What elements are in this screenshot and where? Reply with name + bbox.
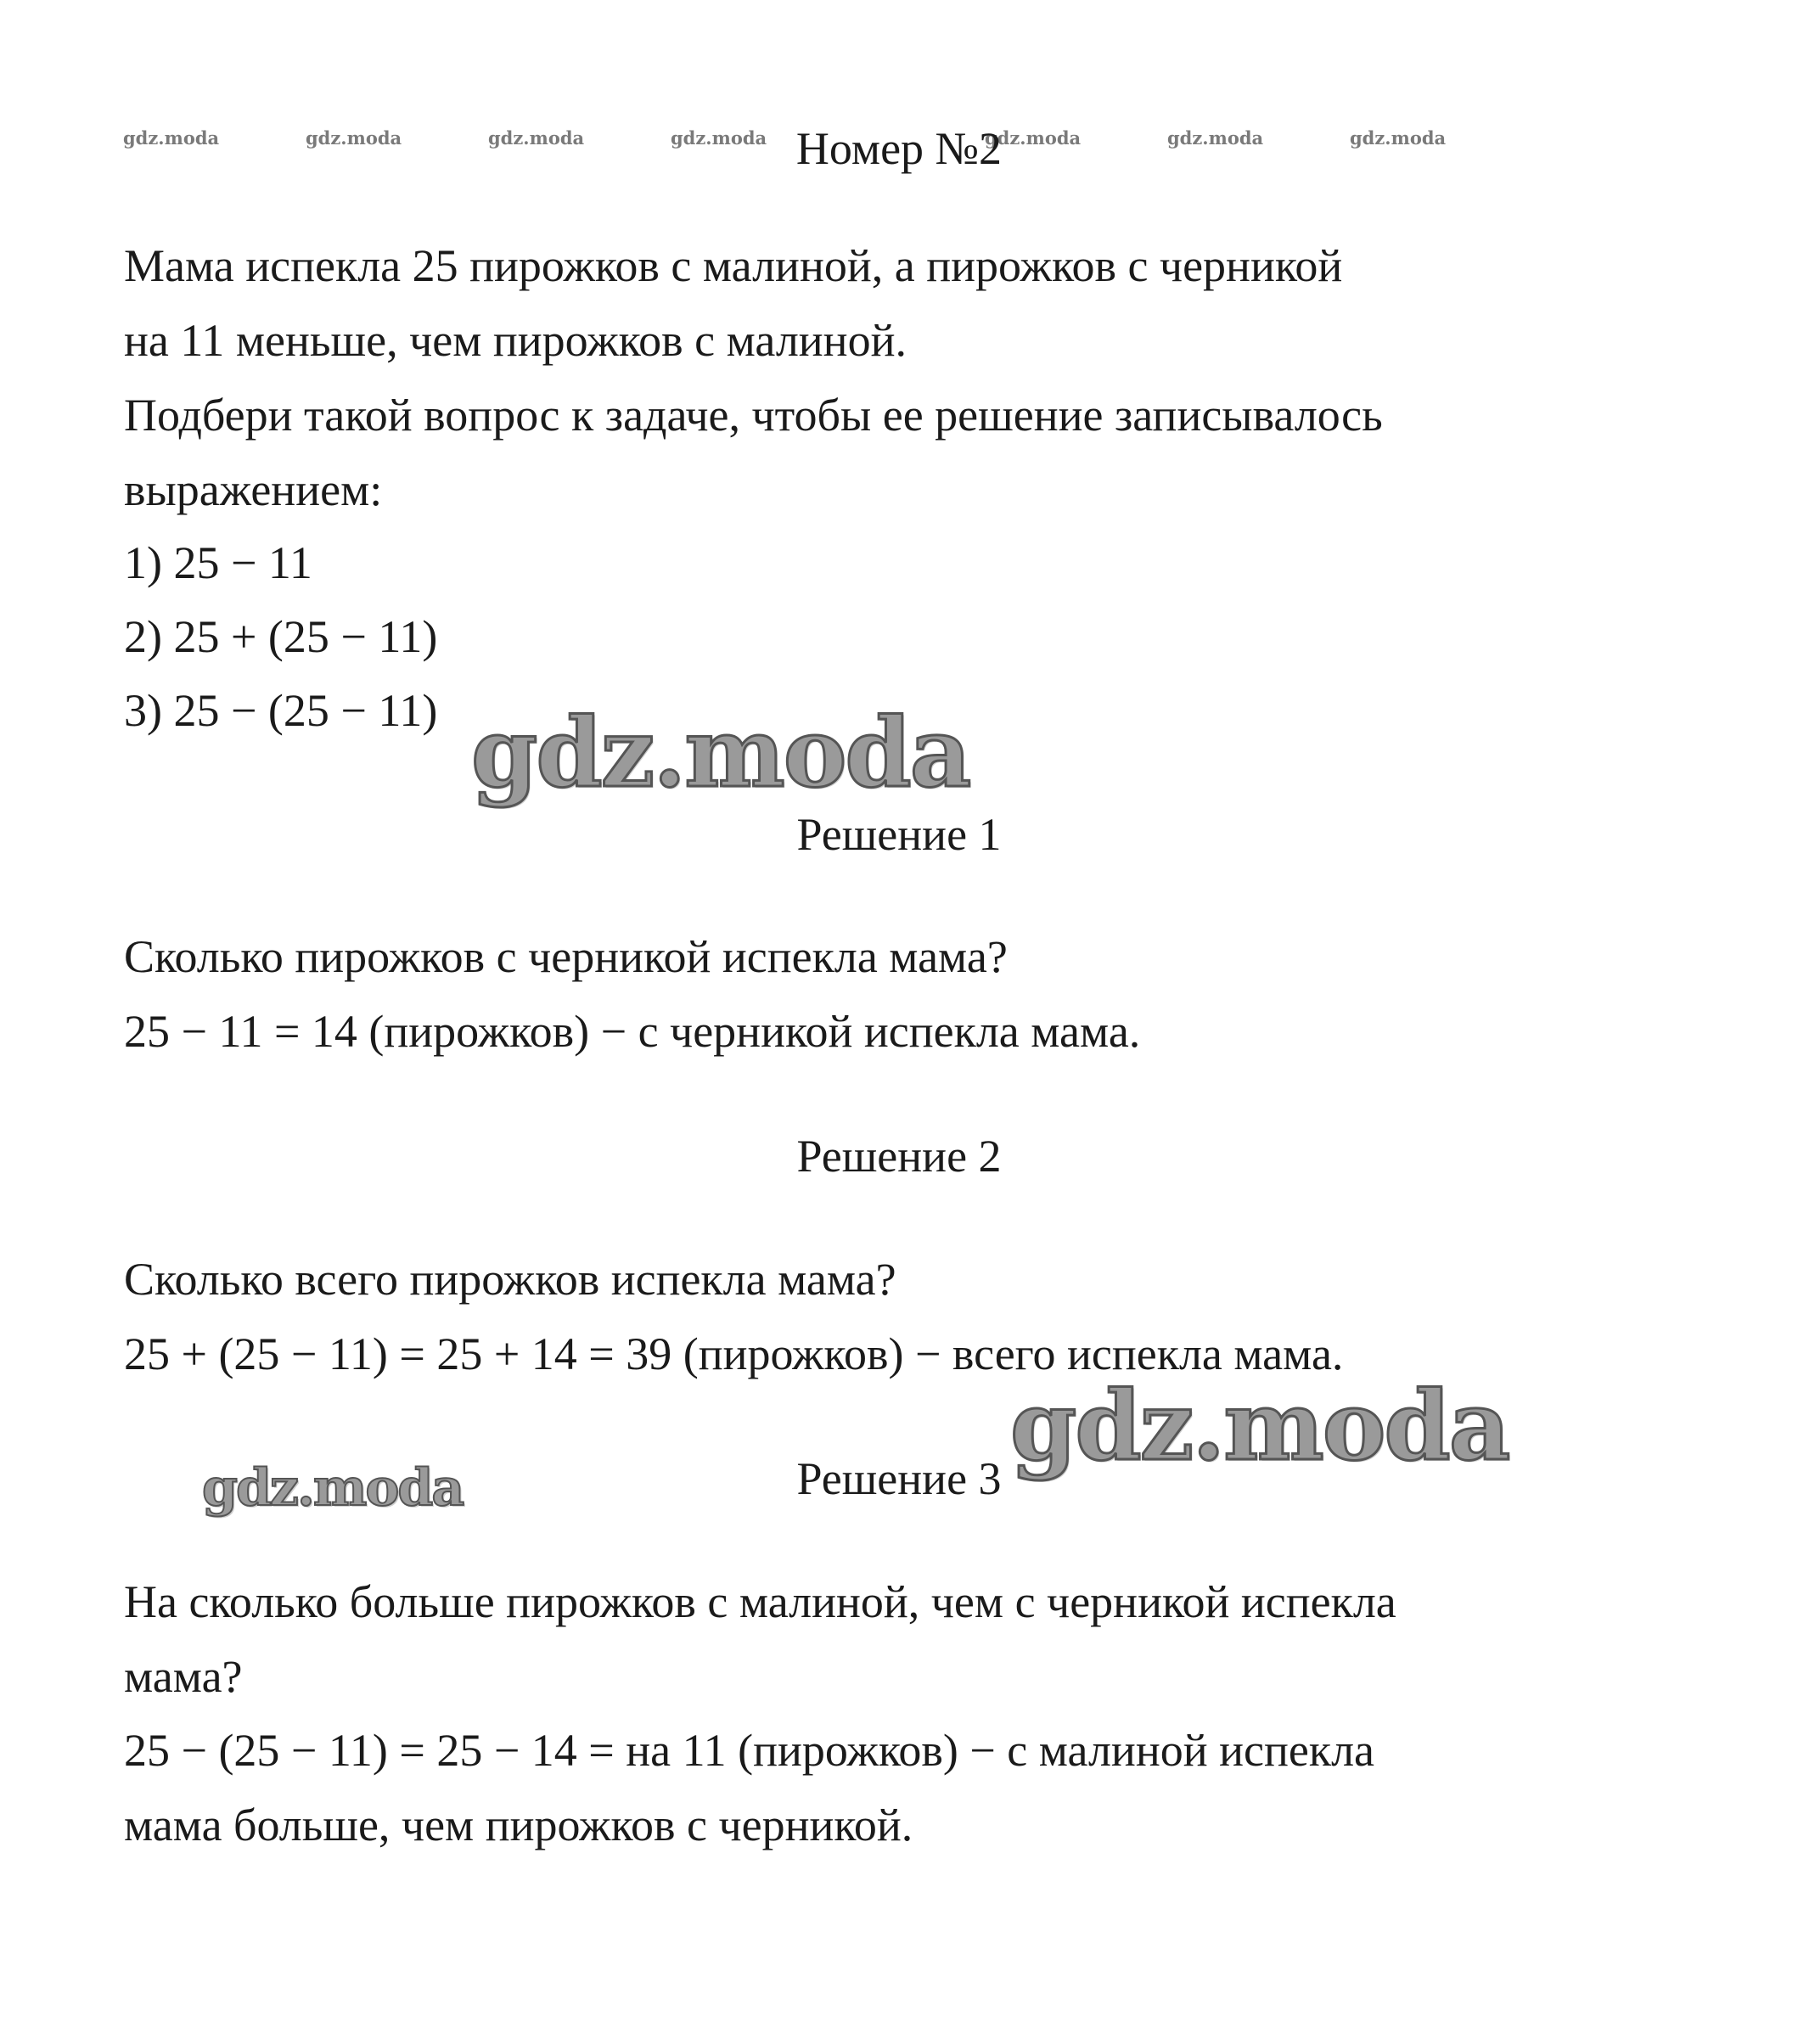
watermark-small: gdz.moda (1167, 127, 1264, 149)
solution-3-question: На сколько больше пирожков с малиной, чем с черникой испекла (124, 1576, 1396, 1627)
problem-line: Мама испекла 25 пирожков с малиной, а пирожков с черникой (124, 240, 1343, 291)
watermark-large: gdz.moda (471, 698, 970, 809)
watermark-small: gdz.moda (985, 127, 1082, 149)
solution-1-answer: 25 − 11 = 14 (пирожков) − с черникой испекла мама. (124, 1006, 1141, 1057)
expression-1: 1) 25 − 11 (124, 537, 312, 588)
solution-3-answer: мама больше, чем пирожков с черникой. (124, 1800, 913, 1850)
watermark-small: gdz.moda (671, 127, 767, 149)
solution-1-heading: Решение 1 (796, 809, 1002, 860)
watermark-small: gdz.moda (1350, 127, 1447, 149)
watermark-large: gdz.moda (1010, 1371, 1509, 1482)
solution-2-answer: 25 + (25 − 11) = 25 + 14 = 39 (пирожков) − всего испекла мама. (124, 1328, 1344, 1379)
solution-2-heading: Решение 2 (796, 1131, 1002, 1182)
watermark-small: gdz.moda (488, 127, 585, 149)
watermark-small: gdz.moda (306, 127, 402, 149)
solution-3-heading: Решение 3 (796, 1453, 1002, 1504)
expression-3: 3) 25 − (25 − 11) (124, 685, 438, 736)
problem-line: выражением: (124, 464, 383, 515)
watermark-small: gdz.moda (123, 127, 220, 149)
solution-3-question: мама? (124, 1651, 243, 1702)
watermark-medium: gdz.moda (202, 1458, 464, 1518)
solution-1-question: Сколько пирожков с черникой испекла мама? (124, 931, 1008, 982)
problem-line: на 11 меньше, чем пирожков с малиной. (124, 315, 907, 366)
problem-line: Подбери такой вопрос к задаче, чтобы ее решение записывалось (124, 390, 1383, 441)
solution-3-answer: 25 − (25 − 11) = 25 − 14 = на 11 (пирожков) − с малиной испекла (124, 1725, 1375, 1776)
solution-2-question: Сколько всего пирожков испекла мама? (124, 1254, 896, 1305)
page-title: Номер №2 (795, 123, 1003, 174)
expression-2: 2) 25 + (25 − 11) (124, 611, 438, 662)
